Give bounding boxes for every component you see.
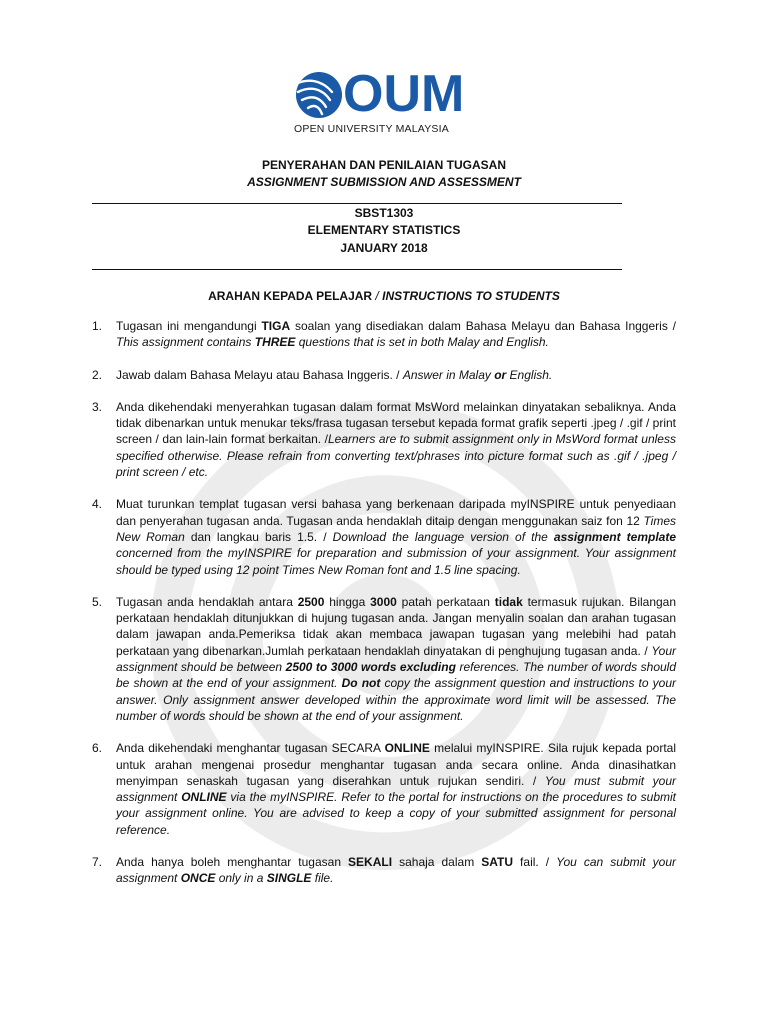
instruction-text — [116, 400, 676, 479]
instruction-text-segment: You can submit your assignment — [116, 855, 677, 886]
instruction-text — [116, 855, 676, 885]
instruction-text-segment: file. — [311, 871, 334, 886]
instruction-number: 5. — [92, 594, 103, 609]
instruction-text-segment: concerned from the myINSPIRE for preparation and submission of your assignment. Your assignment should be typed using 12 point Times New Roman font and 1.5 line spacing. — [116, 546, 676, 577]
instruction-text-segment: sahaja dalam — [392, 855, 482, 870]
instruction-text-segment: SATU — [481, 855, 514, 870]
instruction-text-segment: Muat turunkan templat tugasan versi bahasa yang berkenaan daripada myINSPIRE untuk penyediaan dan penyerahan tugasan anda. Tugasan anda hendaklah ditaip dengan menggunakan saiz fon 12 — [116, 497, 676, 528]
instruction-text-segment: tidak — [494, 594, 523, 609]
instructions-heading — [0, 288, 768, 305]
instruction-text-segment: hingga — [324, 594, 371, 609]
instruction-text-segment: Jawab dalam Bahasa Melayu atau Bahasa Inggeris. / — [116, 367, 403, 382]
instruction-item — [92, 399, 676, 480]
instruction-text-segment: soalan yang disediakan dalam Bahasa Melayu dan Bahasa Inggeris / — [290, 319, 676, 333]
instruction-text-segment: 2500 to 3000 words excluding — [285, 660, 456, 675]
instruction-text-segment: ONCE — [180, 871, 216, 886]
instruction-number: 3. — [92, 399, 103, 414]
instructions-heading-english: INSTRUCTIONS TO STUDENTS — [382, 289, 560, 303]
instruction-text-segment: assignment template — [553, 529, 676, 544]
instruction-number: 2. — [92, 367, 103, 382]
oum-logo-letters: OUM — [343, 65, 465, 123]
instruction-text-segment: Tugasan anda hendaklah antara — [116, 594, 298, 609]
instruction-text-segment: termasuk rujukan. Bilangan perkataan hendaklah ditunjukkan di hujung tugasan anda. Jangan menyalin soalan dan arahan tugasan dalam jawapan anda.Pemeriksa tidak akan membaca jawapan tugasan yang melebihi had patah perkataan yang dibenarkan.Jumlah perkataan hendaklah dinyatakan di penghujung tugasan anda. / — [116, 594, 677, 658]
instruction-text-segment: dan langkau baris 1.5. / — [184, 529, 333, 544]
course-code: SBST1303 — [354, 206, 414, 220]
instruction-item — [92, 854, 676, 887]
instruction-number: 6. — [92, 741, 103, 756]
instruction-number: 1. — [92, 319, 103, 333]
instruction-item — [92, 367, 676, 383]
instruction-text-segment: Do not — [341, 676, 381, 691]
instructions-heading-malay: ARAHAN KEPADA PELAJAR — [208, 289, 373, 303]
instruction-text-segment: Anda dikehendaki menghantar tugasan SECARA — [116, 741, 385, 756]
instruction-text-segment: references. The number of words should be shown at the end of your assignment. — [116, 660, 677, 691]
instruction-text-segment: Times New Roman — [116, 513, 676, 544]
title-malay: PENYERAHAN DAN PENILAIAN TUGASAN — [261, 158, 506, 172]
instruction-text-segment: English. — [506, 367, 553, 382]
instruction-text-segment: fail. / — [513, 855, 557, 870]
instruction-text-segment: Learners are to submit assignment only in MsWord format unless specified otherwise. Please refrain from converting text/phrases into picture format such as .gif / .jpeg / print screen / etc. — [116, 432, 676, 480]
instruction-text-segment: Anda hanya boleh menghantar tugasan — [116, 855, 349, 870]
instruction-text — [116, 497, 676, 576]
instruction-text-segment: only in a — [215, 871, 267, 886]
oum-logo — [294, 65, 476, 138]
instruction-text — [116, 741, 676, 836]
instruction-item — [92, 594, 676, 724]
instruction-item — [92, 496, 676, 577]
instruction-number: 4. — [92, 497, 103, 512]
divider-top — [92, 203, 622, 204]
semester: JANUARY 2018 — [340, 241, 428, 255]
instruction-list — [92, 318, 676, 903]
title-english: ASSIGNMENT SUBMISSION AND ASSESSMENT — [247, 175, 521, 189]
instruction-item — [92, 318, 676, 351]
instruction-text-segment: copy the assignment question and instructions to your answer. Only assignment answer developed within the approximate word limit will be assessed. The number of words should be shown at the end of your assignment. — [116, 676, 677, 723]
instruction-number: 7. — [92, 855, 103, 870]
instruction-text-segment: THREE — [254, 335, 296, 350]
instruction-text — [116, 368, 552, 382]
instruction-text — [116, 319, 676, 349]
instructions-heading-separator: / — [372, 289, 383, 303]
instruction-text-segment: via the myINSPIRE. Refer to the portal for instructions on the procedures to submit your assignment online. You are advised to keep a copy of your submitted assignment for personal reference. — [116, 790, 676, 837]
instruction-text-segment: Download the language version of the — [332, 529, 554, 544]
instruction-text-segment: ONLINE — [384, 741, 430, 756]
instruction-text-segment: ONLINE — [181, 790, 227, 805]
instruction-text-segment: SINGLE — [266, 871, 312, 886]
instruction-text-segment: Your assignment should be between — [116, 643, 676, 675]
instruction-text-segment: Anda dikehendaki menyerahkan tugasan dalam format MsWord melainkan dinyatakan sebaliknya. Anda tidak dibenarkan untuk menukar teks/frasa tugasan tersebut kepada format grafik seperti .jpeg / .gif / print screen / dan lain-lain format berkaitan. / — [116, 399, 676, 447]
instruction-text-segment: questions that is set in both Malay and English. — [295, 335, 549, 350]
instruction-text-segment: 2500 — [297, 594, 325, 609]
instruction-text-segment: Tugasan ini mengandungi — [116, 319, 262, 333]
instruction-item — [92, 740, 676, 838]
course-name: ELEMENTARY STATISTICS — [307, 223, 461, 237]
instruction-text-segment: 3000 — [370, 594, 397, 609]
instruction-text-segment: patah perkataan — [396, 594, 495, 609]
instruction-text-segment: melalui myINSPIRE. Sila rujuk kepada portal untuk arahan mengenai prosedur menghantar tugasan anda secara online. Anda dinasihatkan menyimpan senaskah tugasan yang diserahkan untuk rujukan sendiri. / — [116, 741, 676, 788]
instruction-text-segment: or — [494, 367, 507, 382]
instruction-text-segment: SEKALI — [348, 855, 393, 870]
instruction-text-segment: This assignment contains — [116, 335, 255, 350]
instruction-text-segment: You must submit your assignment — [116, 773, 677, 805]
divider-bottom — [92, 269, 622, 270]
logo-university-name: OPEN UNIVERSITY MALAYSIA — [294, 123, 449, 135]
instruction-text-segment: Answer in Malay — [402, 367, 495, 382]
instruction-text — [116, 595, 676, 723]
oum-emblem-icon — [294, 70, 344, 120]
instruction-text-segment: TIGA — [261, 319, 291, 333]
